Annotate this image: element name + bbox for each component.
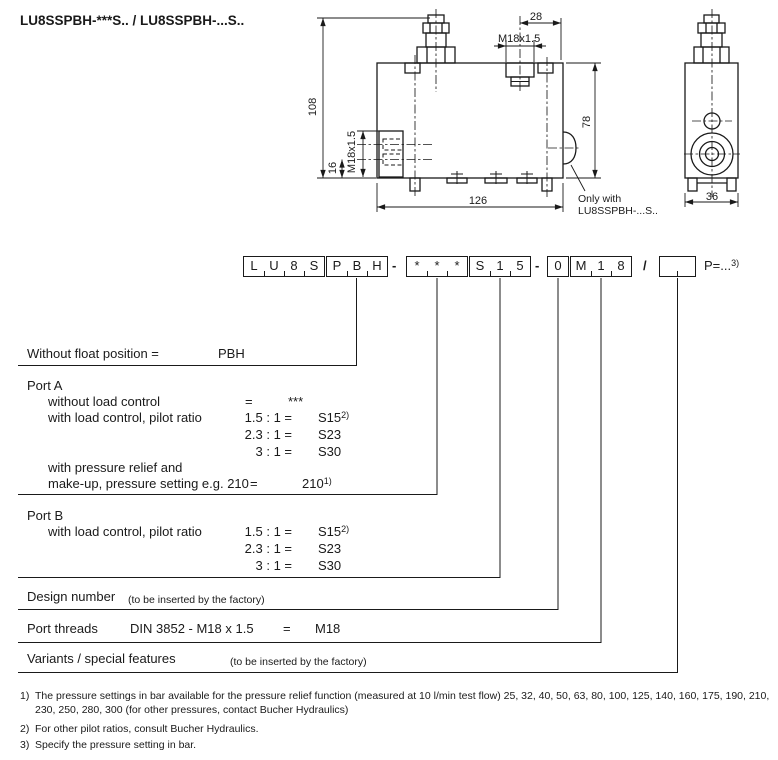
code-cell: * [447, 257, 467, 276]
footnote-1-marker: 1) [20, 690, 30, 702]
port-a-title: Port A [27, 378, 63, 393]
code-box-pbh [326, 256, 388, 277]
page-title: LU8SSPBH-***S.. / LU8SSPBH-...S.. [20, 13, 245, 28]
port-a-relief-label-line2: make-up, pressure setting e.g. 210 [48, 476, 249, 491]
code-cell: 8 [611, 257, 631, 276]
drawing-note-line2: LU8SSPBH-...S.. [578, 205, 658, 217]
code-cell: 5 [510, 257, 530, 276]
front-view-dimensions [317, 18, 601, 212]
order-code-row [0, 256, 778, 278]
code-cell: L [250, 258, 258, 273]
footnote-2 [20, 723, 778, 737]
variants-label: Variants / special features [27, 651, 176, 666]
port-b-value-s23: S23 [318, 541, 342, 556]
port-b-title: Port B [27, 508, 64, 523]
code-suffix: P=...$^{3)}$ [704, 258, 740, 273]
port-a-relief-label-line1: with pressure relief and [48, 460, 183, 475]
side-view-centerlines [684, 9, 740, 197]
code-cell: P [332, 258, 342, 273]
code-cell: M [575, 258, 587, 273]
port-threads-eq: = [283, 621, 291, 636]
code-cell: S [475, 258, 485, 273]
code-box-variants [659, 256, 696, 277]
code-box-design-number [547, 256, 569, 277]
code-cell: S [304, 257, 324, 276]
port-a-no-load-value: *** [288, 394, 304, 409]
port-b-value-s30: S30 [318, 558, 342, 573]
code-separator-slash: / [643, 258, 647, 273]
port-a-relief-eq: = [250, 476, 258, 491]
design-number-note: (to be inserted by the factory) [128, 594, 265, 606]
code-cell: U [264, 257, 284, 276]
code-cell: * [414, 258, 420, 273]
front-view-centerlines [357, 9, 581, 197]
footnote-2-marker: 2) [20, 723, 30, 735]
port-a-relief-value: 210$^{1)}$ [302, 476, 332, 491]
port-b-value-s15: S15$^{2)}$ [318, 524, 350, 539]
code-separator-dash2: - [535, 258, 540, 273]
code-box-port-b [469, 256, 531, 277]
side-view-dimensions [685, 193, 738, 207]
footnote-3-text: Specify the pressure setting in bar. [35, 739, 197, 751]
float-position-value: PBH [218, 346, 245, 361]
code-cell: 1 [490, 257, 510, 276]
port-a-ratio-30: 3 : 1 = [255, 444, 292, 459]
drawing-note-line1: Only with [578, 193, 622, 205]
variants-note: (to be inserted by the factory) [230, 656, 367, 668]
port-a-value-s30: S30 [318, 444, 342, 459]
dim-label-thread-left: M18x1.5 [346, 130, 358, 174]
port-a-value-s15: S15$^{2)}$ [318, 410, 350, 425]
float-position-label: Without float position = [27, 346, 159, 361]
code-cell-empty [660, 257, 678, 276]
dim-label-28: 28 [529, 11, 543, 23]
dim-label-108: 108 [307, 97, 319, 117]
footnote-2-text: For other pilot ratios, consult Bucher Hydraulics. [35, 723, 259, 735]
port-b-load-label: with load control, pilot ratio [48, 524, 202, 539]
design-number-label: Design number [27, 589, 116, 604]
code-box-lu8s [243, 256, 325, 277]
code-cell: H [367, 257, 387, 276]
footnote-3 [20, 739, 778, 753]
dim-label-126: 126 [468, 195, 488, 207]
port-a-no-load-eq: = [245, 394, 253, 409]
footnote-1 [20, 690, 778, 717]
port-a-ratio-15: 1.5 : 1 = [244, 410, 292, 425]
code-box-port-a [406, 256, 468, 277]
port-threads-spec: DIN 3852 - M18 x 1.5 [130, 621, 254, 636]
code-cell: * [427, 257, 447, 276]
port-b-ratio-15: 1.5 : 1 = [244, 524, 292, 539]
dim-label-16: 16 [327, 161, 339, 175]
code-separator-dash: - [392, 258, 397, 273]
footnote-1-text: The pressure settings in bar available for the pressure relief function (measured at 10 l/min test flow) 25, 32, 40, 50, 63, 80, 100, 125, 140, 160, 175, 190, 210, 230, 250, 280, 300 (for other pressures, contact Bucher Hydraulics) [35, 690, 770, 716]
dim-label-78: 78 [581, 115, 593, 129]
code-cell: 8 [284, 257, 304, 276]
front-view [377, 15, 576, 191]
port-b-ratio-23: 2.3 : 1 = [244, 541, 292, 556]
code-box-port-threads [570, 256, 632, 277]
port-threads-label: Port threads [27, 621, 98, 636]
code-cell: 0 [554, 258, 562, 273]
dim-label-36: 36 [705, 191, 719, 203]
slot-cross-marks [451, 171, 533, 184]
port-a-ratio-23: 2.3 : 1 = [244, 427, 292, 442]
code-cell-empty [678, 257, 696, 276]
code-cell: B [347, 257, 367, 276]
port-a-value-s23: S23 [318, 427, 342, 442]
code-cell: 1 [591, 257, 611, 276]
dim-label-thread-top: M18x1.5 [498, 33, 541, 45]
side-view [685, 15, 738, 191]
port-a-no-load-label: without load control [48, 394, 161, 409]
port-threads-value: M18 [315, 621, 341, 636]
front-view-hidden-lines [383, 139, 403, 165]
footnote-3-marker: 3) [20, 739, 30, 751]
port-b-ratio-30: 3 : 1 = [255, 558, 292, 573]
port-a-load-label: with load control, pilot ratio [48, 410, 202, 425]
